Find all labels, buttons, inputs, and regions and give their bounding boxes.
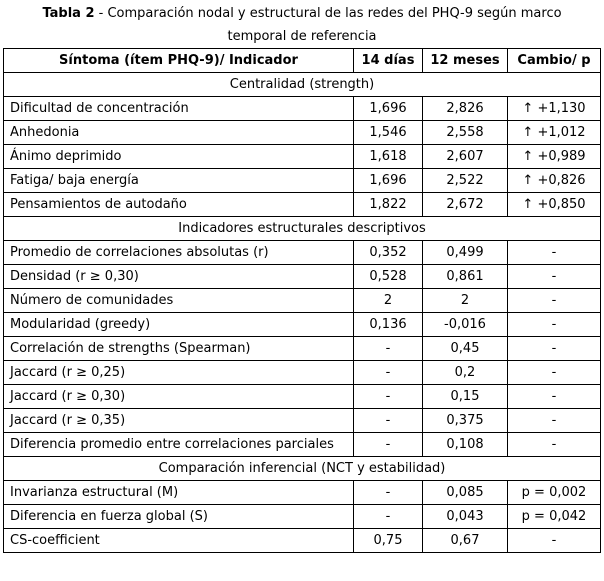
indicator-cell: Jaccard (r ≥ 0,25) [4, 361, 354, 385]
table-row [4, 337, 601, 361]
table-body [4, 73, 601, 553]
cambio-cell: - [508, 433, 601, 457]
table-row [4, 385, 601, 409]
indicator-cell: Fatiga/ baja energía [4, 169, 354, 193]
cambio-cell: ↑ +0,989 [508, 145, 601, 169]
cambio-cell: - [508, 289, 601, 313]
value-12-meses-cell: 0,15 [423, 385, 508, 409]
value-12-meses-cell: 0,45 [423, 337, 508, 361]
value-14-dias-cell: - [354, 361, 423, 385]
value-12-meses-cell: 2,522 [423, 169, 508, 193]
cambio-cell: - [508, 337, 601, 361]
cambio-cell: - [508, 385, 601, 409]
indicator-cell: Modularidad (greedy) [4, 313, 354, 337]
table-row [4, 481, 601, 505]
caption-line-2: temporal de referencia [227, 29, 377, 44]
indicator-cell: Jaccard (r ≥ 0,30) [4, 385, 354, 409]
cambio-cell: p = 0,042 [508, 505, 601, 529]
cambio-cell: - [508, 361, 601, 385]
comparison-table [3, 48, 601, 553]
value-12-meses-cell: 0,375 [423, 409, 508, 433]
indicator-cell: Diferencia en fuerza global (S) [4, 505, 354, 529]
value-14-dias-cell: 1,546 [354, 121, 423, 145]
cambio-cell: p = 0,002 [508, 481, 601, 505]
value-14-dias-cell: - [354, 337, 423, 361]
indicator-cell: Correlación de strengths (Spearman) [4, 337, 354, 361]
indicator-cell: CS-coefficient [4, 529, 354, 553]
table-row [4, 265, 601, 289]
value-12-meses-cell: 0,043 [423, 505, 508, 529]
header-cambio: Cambio/ p [508, 49, 601, 73]
table-caption [0, 0, 604, 48]
indicator-cell: Número de comunidades [4, 289, 354, 313]
value-14-dias-cell: 1,696 [354, 169, 423, 193]
table-row [4, 529, 601, 553]
value-14-dias-cell: 1,822 [354, 193, 423, 217]
value-14-dias-cell: 2 [354, 289, 423, 313]
value-12-meses-cell: 2,826 [423, 97, 508, 121]
table-row [4, 145, 601, 169]
table-row [4, 313, 601, 337]
cambio-cell: - [508, 313, 601, 337]
value-14-dias-cell: 1,696 [354, 97, 423, 121]
table-row [4, 433, 601, 457]
value-14-dias-cell: 0,528 [354, 265, 423, 289]
section-title: Indicadores estructurales descriptivos [4, 217, 601, 241]
header-row [4, 49, 601, 73]
cambio-cell: - [508, 409, 601, 433]
cambio-cell: ↑ +0,850 [508, 193, 601, 217]
value-14-dias-cell: - [354, 433, 423, 457]
value-12-meses-cell: 2,558 [423, 121, 508, 145]
indicator-cell: Promedio de correlaciones absolutas (r) [4, 241, 354, 265]
value-14-dias-cell: - [354, 481, 423, 505]
value-14-dias-cell: - [354, 505, 423, 529]
indicator-cell: Diferencia promedio entre correlaciones parciales [4, 433, 354, 457]
value-14-dias-cell: 0,75 [354, 529, 423, 553]
table-row [4, 193, 601, 217]
section-row [4, 217, 601, 241]
table-row [4, 289, 601, 313]
cambio-cell: - [508, 529, 601, 553]
value-12-meses-cell: 0,861 [423, 265, 508, 289]
value-12-meses-cell: 2,607 [423, 145, 508, 169]
cambio-cell: - [508, 265, 601, 289]
value-12-meses-cell: 0,085 [423, 481, 508, 505]
table-row [4, 169, 601, 193]
value-12-meses-cell: 2 [423, 289, 508, 313]
table-row [4, 121, 601, 145]
value-14-dias-cell: 0,352 [354, 241, 423, 265]
table-row [4, 361, 601, 385]
indicator-cell: Pensamientos de autodaño [4, 193, 354, 217]
value-14-dias-cell: - [354, 409, 423, 433]
value-14-dias-cell: - [354, 385, 423, 409]
caption-text: - Comparación nodal y estructural de las redes del PHQ-9 según marco [94, 6, 562, 21]
value-14-dias-cell: 1,618 [354, 145, 423, 169]
indicator-cell: Densidad (r ≥ 0,30) [4, 265, 354, 289]
cambio-cell: - [508, 241, 601, 265]
value-12-meses-cell: 0,67 [423, 529, 508, 553]
cambio-cell: ↑ +0,826 [508, 169, 601, 193]
section-title: Centralidad (strength) [4, 73, 601, 97]
table-row [4, 97, 601, 121]
header-14-dias: 14 días [354, 49, 423, 73]
table-row [4, 505, 601, 529]
indicator-cell: Invarianza estructural (M) [4, 481, 354, 505]
header-12-meses: 12 meses [423, 49, 508, 73]
value-12-meses-cell: 2,672 [423, 193, 508, 217]
value-12-meses-cell: 0,499 [423, 241, 508, 265]
section-row [4, 457, 601, 481]
caption-line-1 [0, 2, 604, 25]
caption-label: Tabla 2 [42, 6, 95, 21]
table-row [4, 409, 601, 433]
indicator-cell: Jaccard (r ≥ 0,35) [4, 409, 354, 433]
indicator-cell: Anhedonia [4, 121, 354, 145]
table-row [4, 241, 601, 265]
cambio-cell: ↑ +1,130 [508, 97, 601, 121]
value-14-dias-cell: 0,136 [354, 313, 423, 337]
value-12-meses-cell: 0,108 [423, 433, 508, 457]
header-indicator: Síntoma (ítem PHQ-9)/ Indicador [4, 49, 354, 73]
cambio-cell: ↑ +1,012 [508, 121, 601, 145]
indicator-cell: Ánimo deprimido [4, 145, 354, 169]
value-12-meses-cell: -0,016 [423, 313, 508, 337]
indicator-cell: Dificultad de concentración [4, 97, 354, 121]
section-row [4, 73, 601, 97]
section-title: Comparación inferencial (NCT y estabilidad) [4, 457, 601, 481]
value-12-meses-cell: 0,2 [423, 361, 508, 385]
